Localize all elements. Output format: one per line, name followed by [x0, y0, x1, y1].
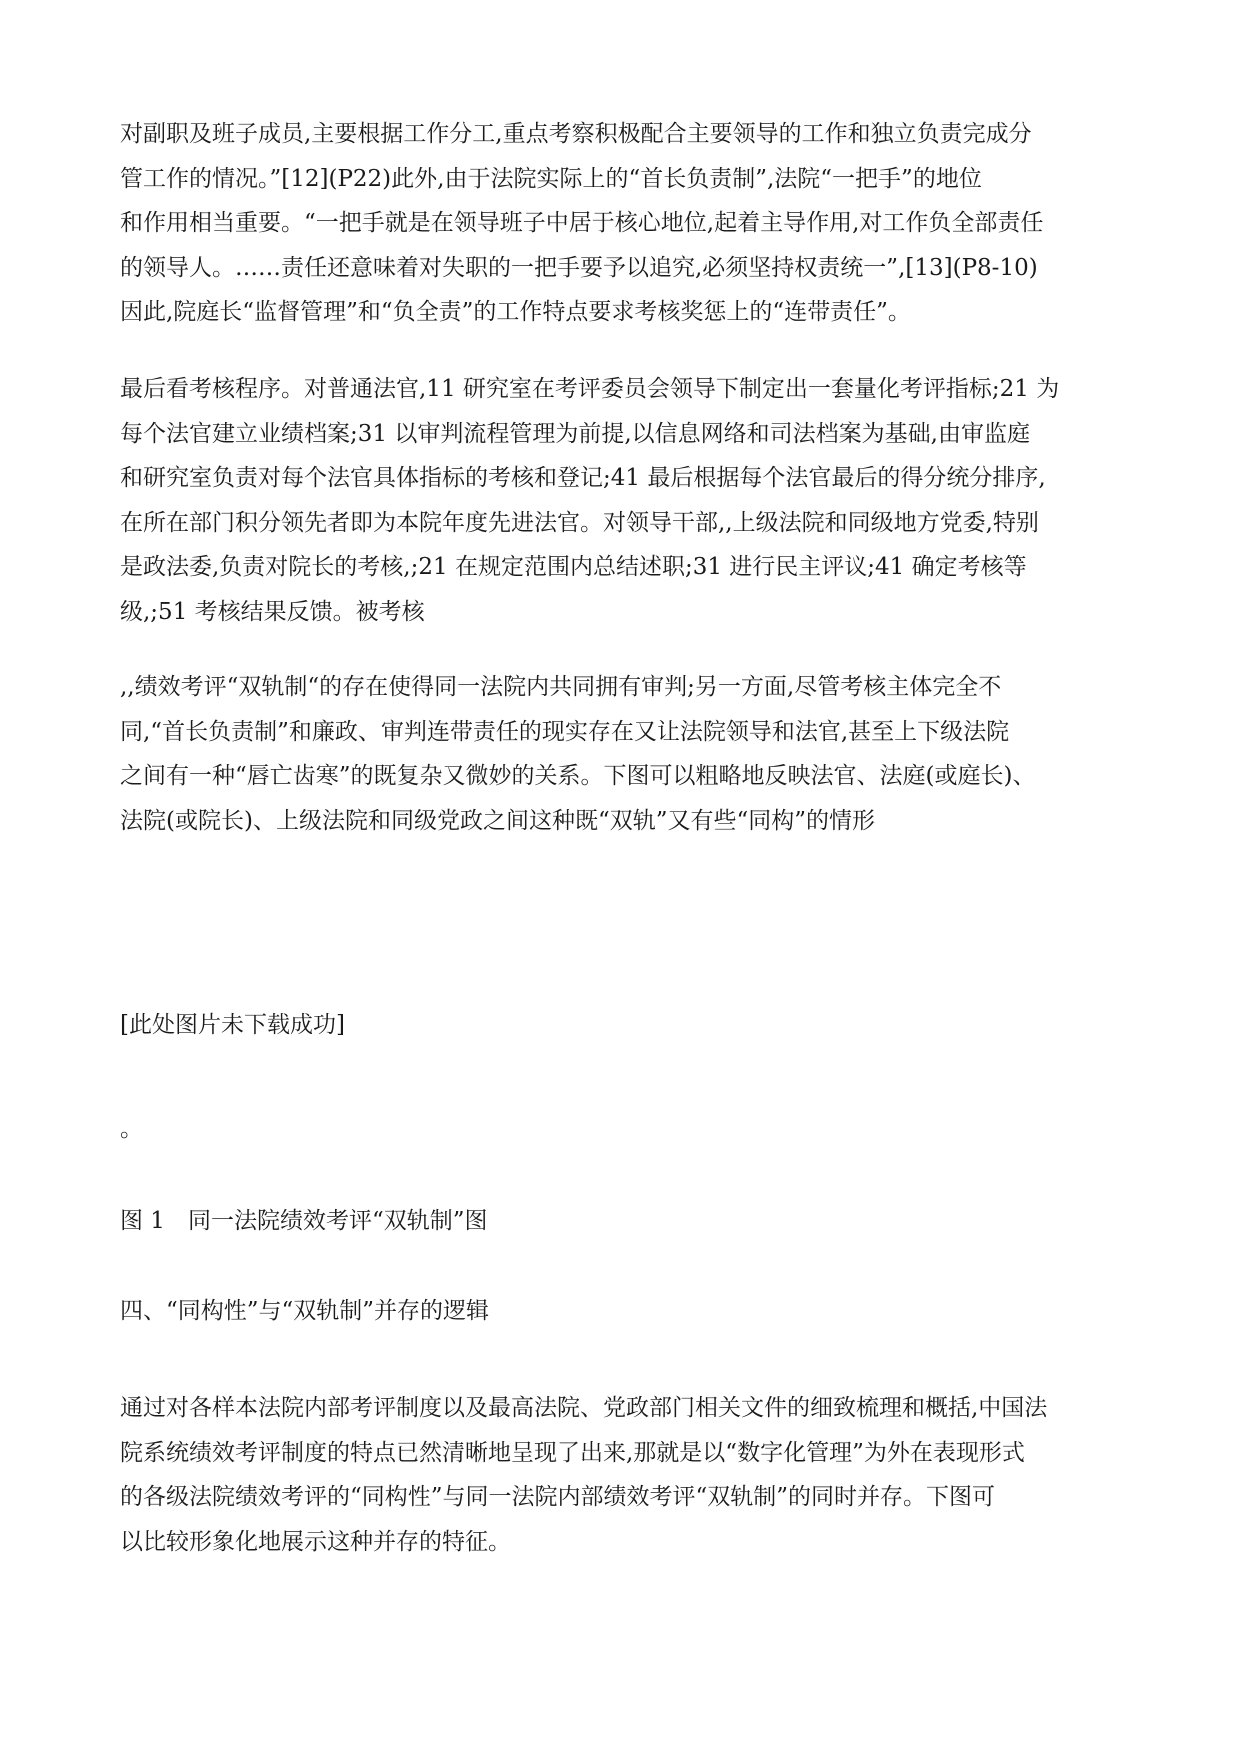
- text-line: 法院(或院长)、上级法院和同级党政之间这种既“双轨”又有些“同构”的情形: [120, 807, 875, 834]
- text-line: 级,;51 考核结果反馈。被考核: [120, 598, 425, 625]
- text-line: 以比较形象化地展示这种并存的特征。: [120, 1528, 511, 1555]
- text-line: 的各级法院绩效考评的“同构性”与同一法院内部绩效考评“双轨制”的同时并存。下图可: [120, 1484, 996, 1510]
- paragraph-coexistence: [120, 1386, 1120, 1564]
- text-line: 四、“同构性”与“双轨制”并存的逻辑: [120, 1298, 490, 1324]
- text-line: 和作用相当重要。“一把手就是在领导班子中居于核心地位,起着主导作用,对工作负全部责任: [120, 210, 1044, 236]
- text-line: 对副职及班子成员,主要根据工作分工,重点考察积极配合主要领导的工作和独立负责完成分: [120, 121, 1032, 147]
- image-missing-placeholder: [120, 1003, 1120, 1048]
- text-line: 最后看考核程序。对普通法官,11 研究室在考评委员会领导下制定出一套量化考评指标;21 为: [120, 376, 1060, 402]
- paragraph-leadership-responsibility: [120, 112, 1120, 335]
- paragraph-assessment-procedure: [120, 367, 1120, 634]
- text-line: 和研究室负责对每个法官具体指标的考核和登记;41 最后根据每个法官最后的得分统分排序,: [120, 465, 1046, 491]
- text-line: ,,绩效考评“双轨制“的存在使得同一法院内共同拥有审判;另一方面,尽管考核主体完全不: [120, 674, 1002, 700]
- text-line: 之间有一种“唇亡齿寒”的既复杂又微妙的关系。下图可以粗略地反映法官、法庭(或庭长)、: [120, 763, 1036, 789]
- text-line: 每个法官建立业绩档案;31 以审判流程管理为前提,以信息网络和司法档案为基础,由审监庭: [120, 420, 1030, 447]
- figure-caption: [120, 1199, 1120, 1244]
- section-heading: [120, 1289, 1120, 1334]
- text-line: [此处图片未下载成功]: [120, 1012, 345, 1038]
- text-line: 。: [120, 1116, 143, 1142]
- text-line: 管工作的情况。”[12](P22)此外,由于法院实际上的“首长负责制”,法院“一把手”的地位: [120, 165, 982, 192]
- text-line: 的领导人。……责任还意味着对失职的一把手要予以追究,必须坚持权责统一”,[13](P8-10): [120, 254, 1038, 281]
- text-line: 是政法委,负责对院长的考核,;21 在规定范围内总结述职;31 进行民主评议;41 确定考核等: [120, 554, 1027, 580]
- text-line: 通过对各样本法院内部考评制度以及最高法院、党政部门相关文件的细致梳理和概括,中国法: [120, 1395, 1048, 1421]
- paragraph-dual-track: [120, 665, 1120, 843]
- text-line: 在所在部门积分领先者即为本院年度先进法官。对领导干部,,上级法院和同级地方党委,特别: [120, 509, 1039, 536]
- text-line: 图 1 同一法院绩效考评“双轨制”图: [120, 1208, 488, 1234]
- paragraph-period: [120, 1107, 1120, 1152]
- text-line: 同,“首长负责制”和廉政、审判连带责任的现实存在又让法院领导和法官,甚至上下级法院: [120, 718, 1010, 745]
- text-line: 因此,院庭长“监督管理”和“负全责”的工作特点要求考核奖惩上的“连带责任”。: [120, 299, 911, 325]
- text-line: 院系统绩效考评制度的特点已然清晰地呈现了出来,那就是以“数字化管理”为外在表现形式: [120, 1439, 1025, 1466]
